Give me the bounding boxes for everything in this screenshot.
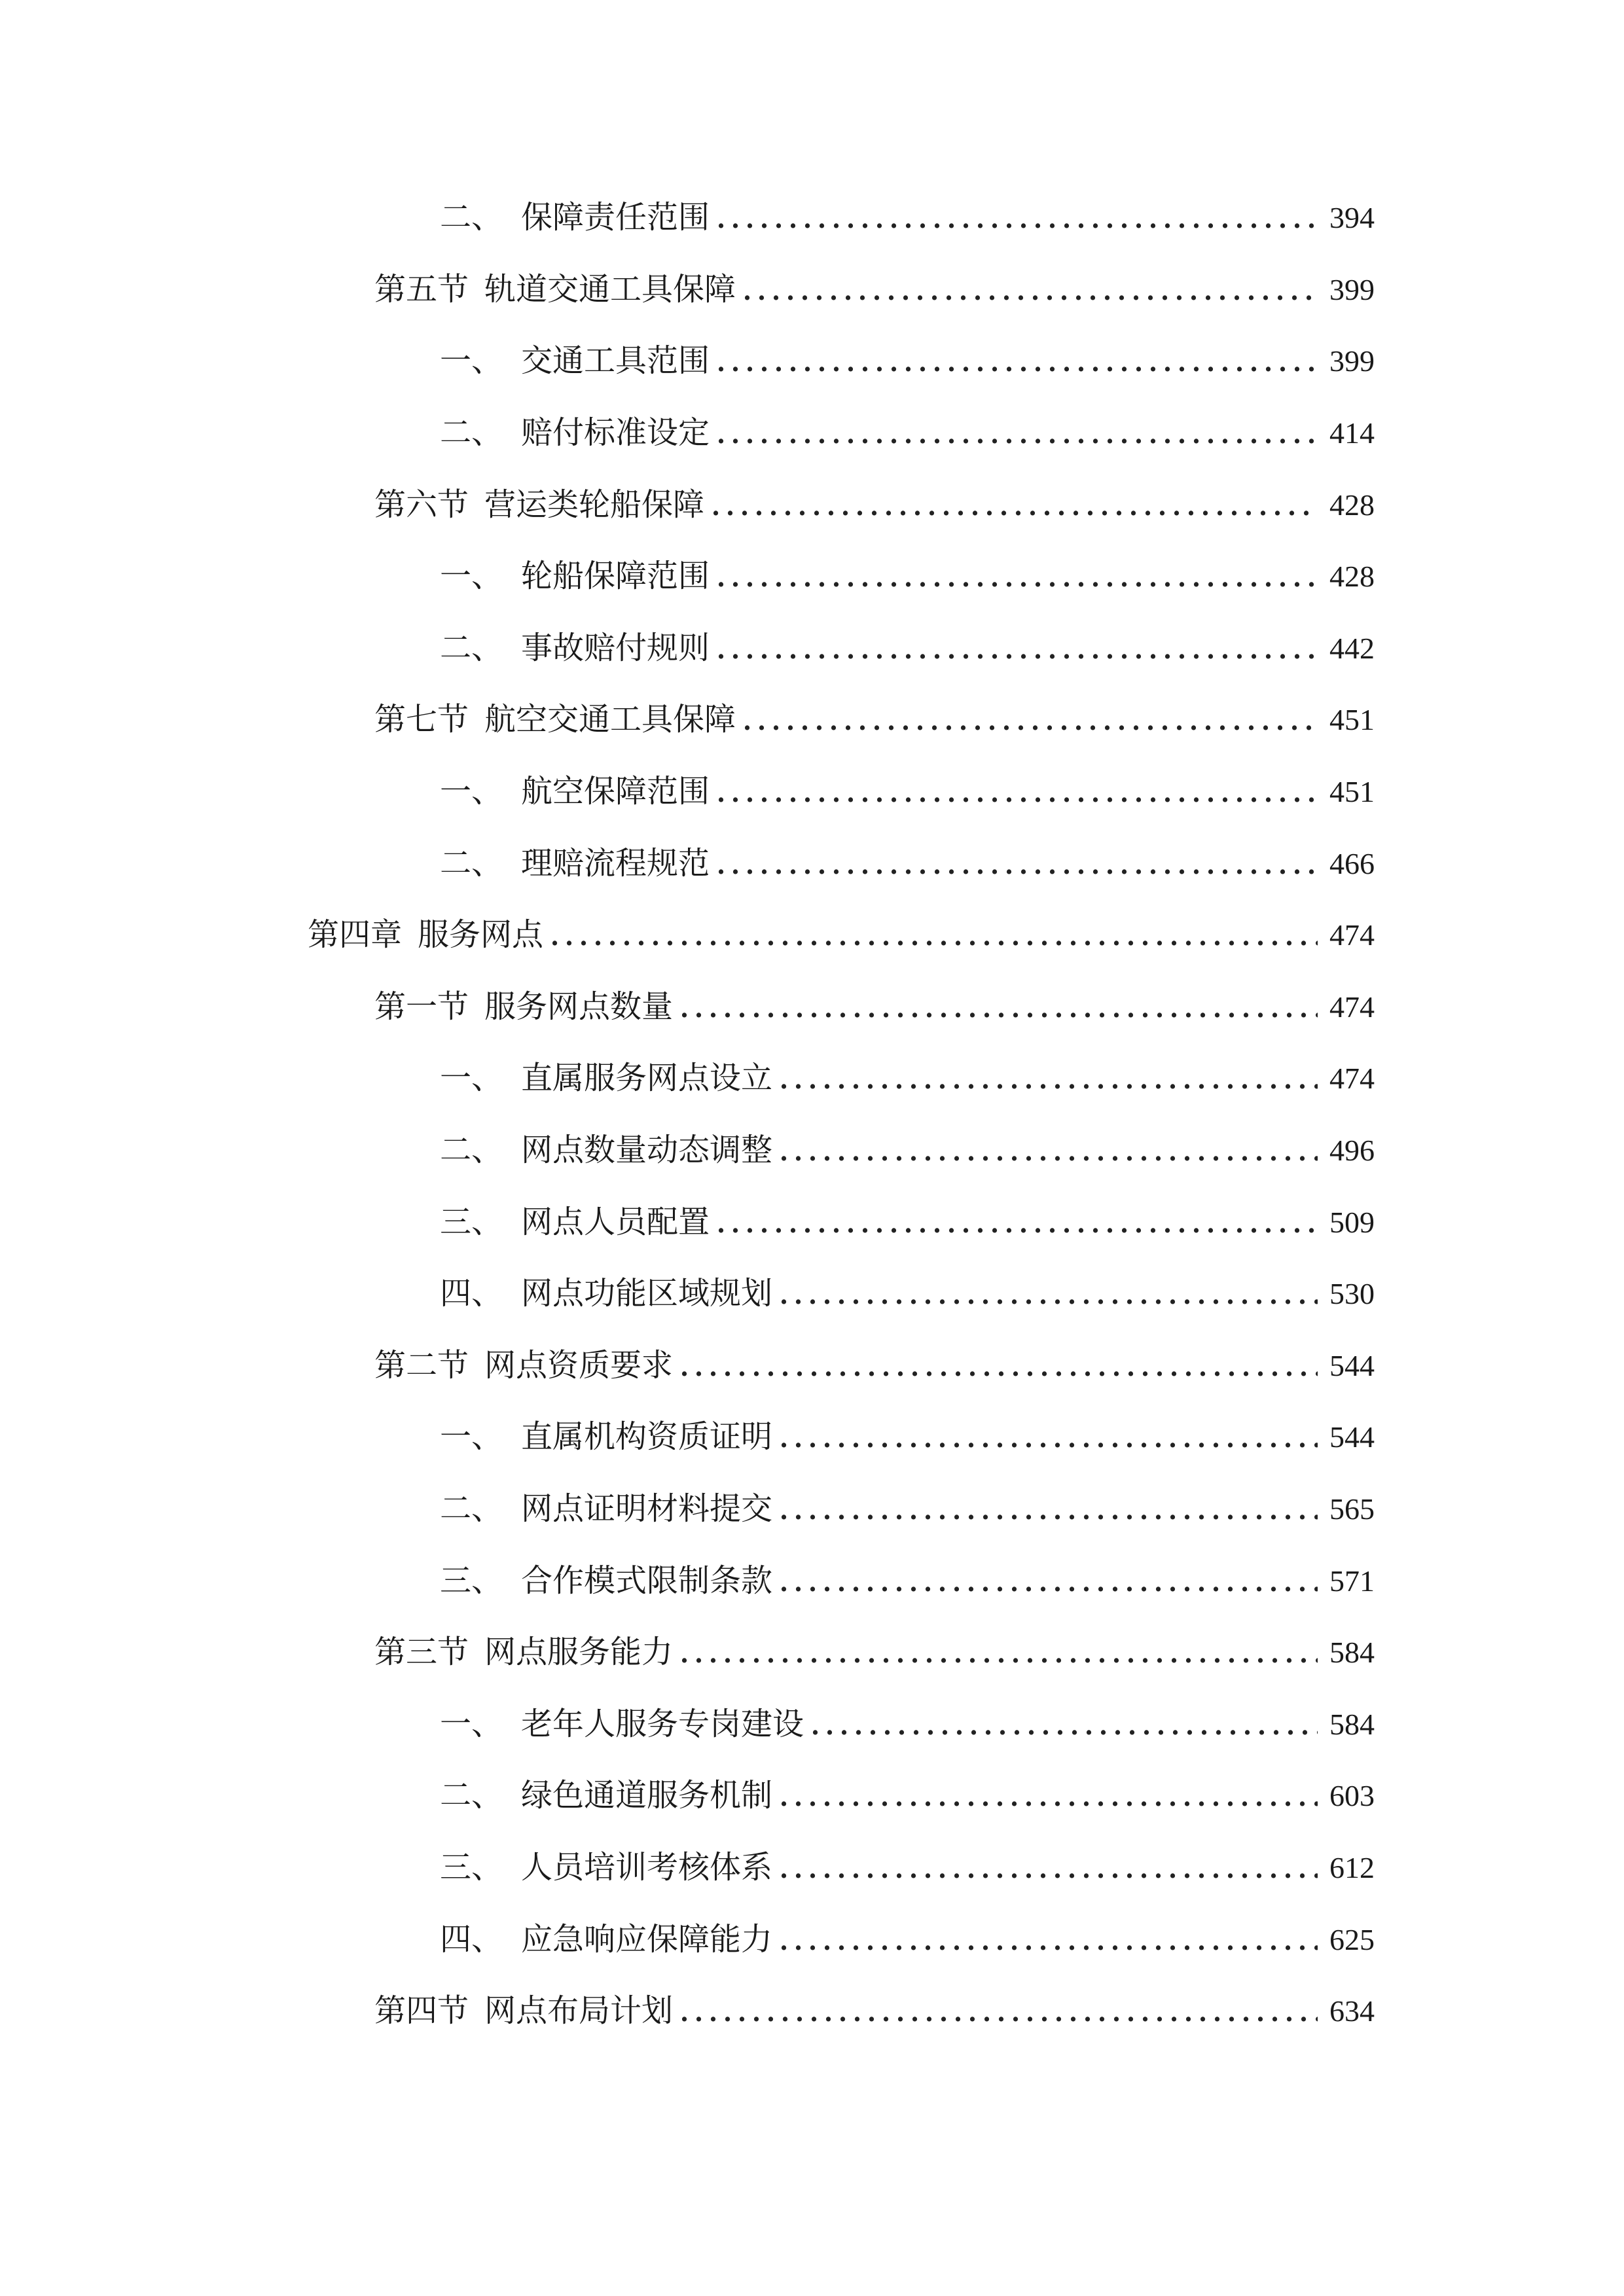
toc-entry[interactable] <box>440 1698 1375 1750</box>
entry-title: 服务网点 <box>418 916 544 953</box>
toc-entry[interactable] <box>374 1984 1375 2037</box>
entry-number: 三、 <box>440 1849 503 1886</box>
toc-entry[interactable] <box>440 1410 1375 1463</box>
dot-leader <box>712 478 1318 531</box>
entry-page-number: 565 <box>1329 1492 1375 1526</box>
entry-title: 应急响应保障能力 <box>521 1921 773 1958</box>
entry-title: 绿色通道服务机制 <box>521 1777 773 1814</box>
dot-leader <box>780 1554 1318 1607</box>
entry-title: 老年人服务专岗建设 <box>521 1706 804 1742</box>
entry-title: 航空保障范围 <box>521 773 710 810</box>
entry-number: 一、 <box>440 773 503 810</box>
entry-title: 轨道交通工具保障 <box>484 271 736 308</box>
dot-leader <box>780 1410 1318 1463</box>
entry-title: 保障责任范围 <box>521 199 710 236</box>
entry-number: 二、 <box>440 1777 503 1814</box>
toc-entry[interactable] <box>440 1554 1375 1607</box>
entry-page-number: 509 <box>1329 1206 1375 1239</box>
entry-page-number: 474 <box>1329 918 1375 952</box>
entry-page-number: 496 <box>1329 1134 1375 1167</box>
toc-entry[interactable] <box>440 550 1375 602</box>
entry-page-number: 634 <box>1329 1994 1375 2028</box>
toc-entry[interactable] <box>440 1482 1375 1535</box>
dot-leader <box>812 1698 1318 1750</box>
dot-leader <box>780 1124 1318 1176</box>
dot-leader <box>681 1626 1318 1678</box>
entry-page-number: 612 <box>1329 1851 1375 1884</box>
entry-page-number: 603 <box>1329 1779 1375 1812</box>
dot-leader <box>717 334 1318 387</box>
entry-title: 赔付标准设定 <box>521 414 710 451</box>
toc-entry[interactable] <box>440 1052 1375 1104</box>
entry-number: 二、 <box>440 199 503 236</box>
entry-number: 三、 <box>440 1562 503 1599</box>
entry-page-number: 474 <box>1329 1062 1375 1095</box>
toc-entry[interactable] <box>440 1267 1375 1319</box>
toc-entry[interactable] <box>440 334 1375 387</box>
entry-page-number: 584 <box>1329 1708 1375 1741</box>
entry-title: 网点布局计划 <box>484 1992 674 2029</box>
entry-number: 二、 <box>440 414 503 451</box>
entry-page-number: 428 <box>1329 560 1375 593</box>
entry-title: 航空交通工具保障 <box>484 701 736 738</box>
entry-number: 一、 <box>440 1706 503 1742</box>
entry-title: 交通工具范围 <box>521 342 710 379</box>
toc-entry[interactable] <box>440 837 1375 889</box>
entry-number: 第三节 <box>374 1634 469 1670</box>
entry-number: 二、 <box>440 1490 503 1527</box>
toc-entry[interactable] <box>440 1124 1375 1176</box>
dot-leader <box>717 550 1318 602</box>
toc-entry[interactable] <box>440 622 1375 674</box>
entry-number: 第一节 <box>374 988 469 1025</box>
dot-leader <box>717 765 1318 817</box>
entry-number: 一、 <box>440 342 503 379</box>
entry-title: 理赔流程规范 <box>521 845 710 882</box>
toc-entry[interactable] <box>440 406 1375 459</box>
dot-leader <box>780 1913 1318 1965</box>
toc-entry[interactable] <box>374 478 1375 531</box>
entry-title: 直属机构资质证明 <box>521 1418 773 1455</box>
entry-title: 服务网点数量 <box>484 988 674 1025</box>
toc-entry[interactable] <box>308 908 1375 961</box>
entry-title: 网点人员配置 <box>521 1204 710 1240</box>
entry-number: 第二节 <box>374 1347 469 1384</box>
entry-number: 第五节 <box>374 271 469 308</box>
entry-title: 轮船保障范围 <box>521 558 710 594</box>
entry-page-number: 394 <box>1329 201 1375 234</box>
dot-leader <box>780 1267 1318 1319</box>
entry-title: 网点资质要求 <box>484 1347 674 1384</box>
entry-title: 合作模式限制条款 <box>521 1562 773 1599</box>
entry-page-number: 625 <box>1329 1923 1375 1956</box>
dot-leader <box>744 693 1318 745</box>
entry-page-number: 530 <box>1329 1277 1375 1310</box>
entry-page-number: 451 <box>1329 775 1375 808</box>
entry-number: 第六节 <box>374 486 469 523</box>
dot-leader <box>681 1339 1318 1391</box>
entry-number: 二、 <box>440 630 503 666</box>
entry-title: 直属服务网点设立 <box>521 1060 773 1096</box>
toc-entry[interactable] <box>440 1913 1375 1965</box>
entry-title: 网点功能区域规划 <box>521 1275 773 1312</box>
entry-number: 第七节 <box>374 701 469 738</box>
entry-title: 人员培训考核体系 <box>521 1849 773 1886</box>
entry-number: 三、 <box>440 1204 503 1240</box>
entry-number: 第四章 <box>308 916 403 953</box>
dot-leader <box>780 1482 1318 1535</box>
dot-leader <box>744 263 1318 315</box>
dot-leader <box>780 1052 1318 1104</box>
toc-entry[interactable] <box>440 191 1375 243</box>
entry-number: 一、 <box>440 558 503 594</box>
entry-number: 一、 <box>440 1418 503 1455</box>
entry-page-number: 584 <box>1329 1636 1375 1669</box>
entry-title: 网点数量动态调整 <box>521 1132 773 1168</box>
entry-number: 二、 <box>440 1132 503 1168</box>
entry-title: 网点服务能力 <box>484 1634 674 1670</box>
dot-leader <box>780 1841 1318 1893</box>
entry-page-number: 399 <box>1329 344 1375 378</box>
entry-page-number: 451 <box>1329 703 1375 736</box>
toc-entry[interactable] <box>440 765 1375 817</box>
entry-title: 营运类轮船保障 <box>484 486 705 523</box>
entry-number: 四、 <box>440 1275 503 1312</box>
entry-number: 二、 <box>440 845 503 882</box>
dot-leader <box>551 908 1318 961</box>
entry-page-number: 544 <box>1329 1349 1375 1382</box>
toc-entry[interactable] <box>374 263 1375 315</box>
entry-page-number: 428 <box>1329 488 1375 522</box>
entry-number: 一、 <box>440 1060 503 1096</box>
entry-number: 四、 <box>440 1921 503 1958</box>
entry-number: 第四节 <box>374 1992 469 2029</box>
dot-leader <box>681 980 1318 1033</box>
toc-entry[interactable] <box>374 980 1375 1033</box>
entry-page-number: 414 <box>1329 416 1375 450</box>
toc-entry[interactable] <box>440 1841 1375 1893</box>
entry-page-number: 474 <box>1329 990 1375 1024</box>
entry-page-number: 442 <box>1329 632 1375 665</box>
dot-leader <box>717 1196 1318 1248</box>
dot-leader <box>717 622 1318 674</box>
entry-page-number: 571 <box>1329 1564 1375 1598</box>
entry-page-number: 466 <box>1329 847 1375 880</box>
toc-entry[interactable] <box>440 1769 1375 1821</box>
entry-title: 网点证明材料提交 <box>521 1490 773 1527</box>
dot-leader <box>780 1769 1318 1821</box>
toc-entry[interactable] <box>440 1196 1375 1248</box>
dot-leader <box>717 406 1318 459</box>
entry-title: 事故赔付规则 <box>521 630 710 666</box>
entry-page-number: 544 <box>1329 1420 1375 1454</box>
entry-page-number: 399 <box>1329 273 1375 306</box>
toc-entry[interactable] <box>374 1339 1375 1391</box>
dot-leader <box>681 1984 1318 2037</box>
dot-leader <box>717 191 1318 243</box>
toc-entry[interactable] <box>374 693 1375 745</box>
dot-leader <box>717 837 1318 889</box>
toc-entry[interactable] <box>374 1626 1375 1678</box>
